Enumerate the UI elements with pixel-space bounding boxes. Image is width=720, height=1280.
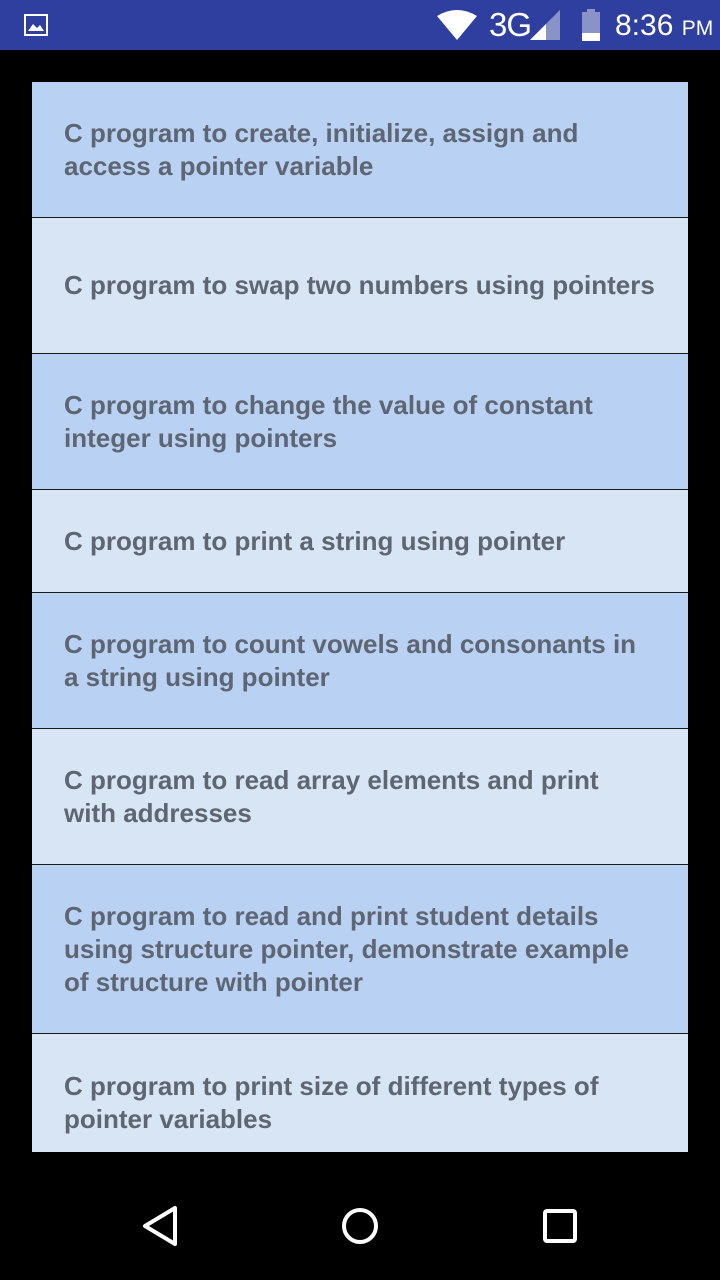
home-icon xyxy=(340,1206,380,1246)
list-item-label: C program to swap two numbers using pointers xyxy=(64,270,655,300)
navigation-bar xyxy=(0,1168,720,1280)
clock-ampm: PM xyxy=(681,17,714,40)
back-icon xyxy=(140,1204,180,1248)
recents-button[interactable] xyxy=(530,1196,590,1256)
program-list-container xyxy=(32,82,688,1152)
home-button[interactable] xyxy=(330,1196,390,1256)
clock-time: 8:36 xyxy=(615,9,674,42)
signal-icon xyxy=(530,10,560,40)
network-type: 3G xyxy=(489,6,532,43)
list-item-label: C program to read array elements and print with addresses xyxy=(64,764,599,828)
clock xyxy=(615,8,713,47)
list-item[interactable] xyxy=(32,729,688,865)
battery-icon xyxy=(580,9,602,41)
program-list xyxy=(32,82,688,1152)
wifi-icon xyxy=(436,10,478,40)
gallery-icon xyxy=(24,14,48,36)
list-item[interactable] xyxy=(32,218,688,354)
list-item-label: C program to print a string using pointer xyxy=(64,525,566,556)
list-item[interactable] xyxy=(32,1034,688,1152)
list-item[interactable] xyxy=(32,593,688,729)
list-item[interactable] xyxy=(32,865,688,1034)
status-bar xyxy=(0,0,720,50)
list-item[interactable] xyxy=(32,490,688,593)
list-item-label: C program to change the value of constant integer using pointers xyxy=(64,389,593,453)
recents-icon xyxy=(542,1208,578,1244)
list-item[interactable] xyxy=(32,354,688,490)
back-button[interactable] xyxy=(130,1196,190,1256)
list-item-label: C program to create, initialize, assign and access a pointer variable xyxy=(64,117,579,181)
list-item[interactable] xyxy=(32,82,688,218)
list-item-label: C program to print size of different types of pointer variables xyxy=(64,1071,599,1134)
list-item-label: C program to read and print student details using structure pointer, demonstrate example of structure with pointer xyxy=(64,900,629,997)
list-item-label: C program to count vowels and consonants in a string using pointer xyxy=(64,628,637,692)
